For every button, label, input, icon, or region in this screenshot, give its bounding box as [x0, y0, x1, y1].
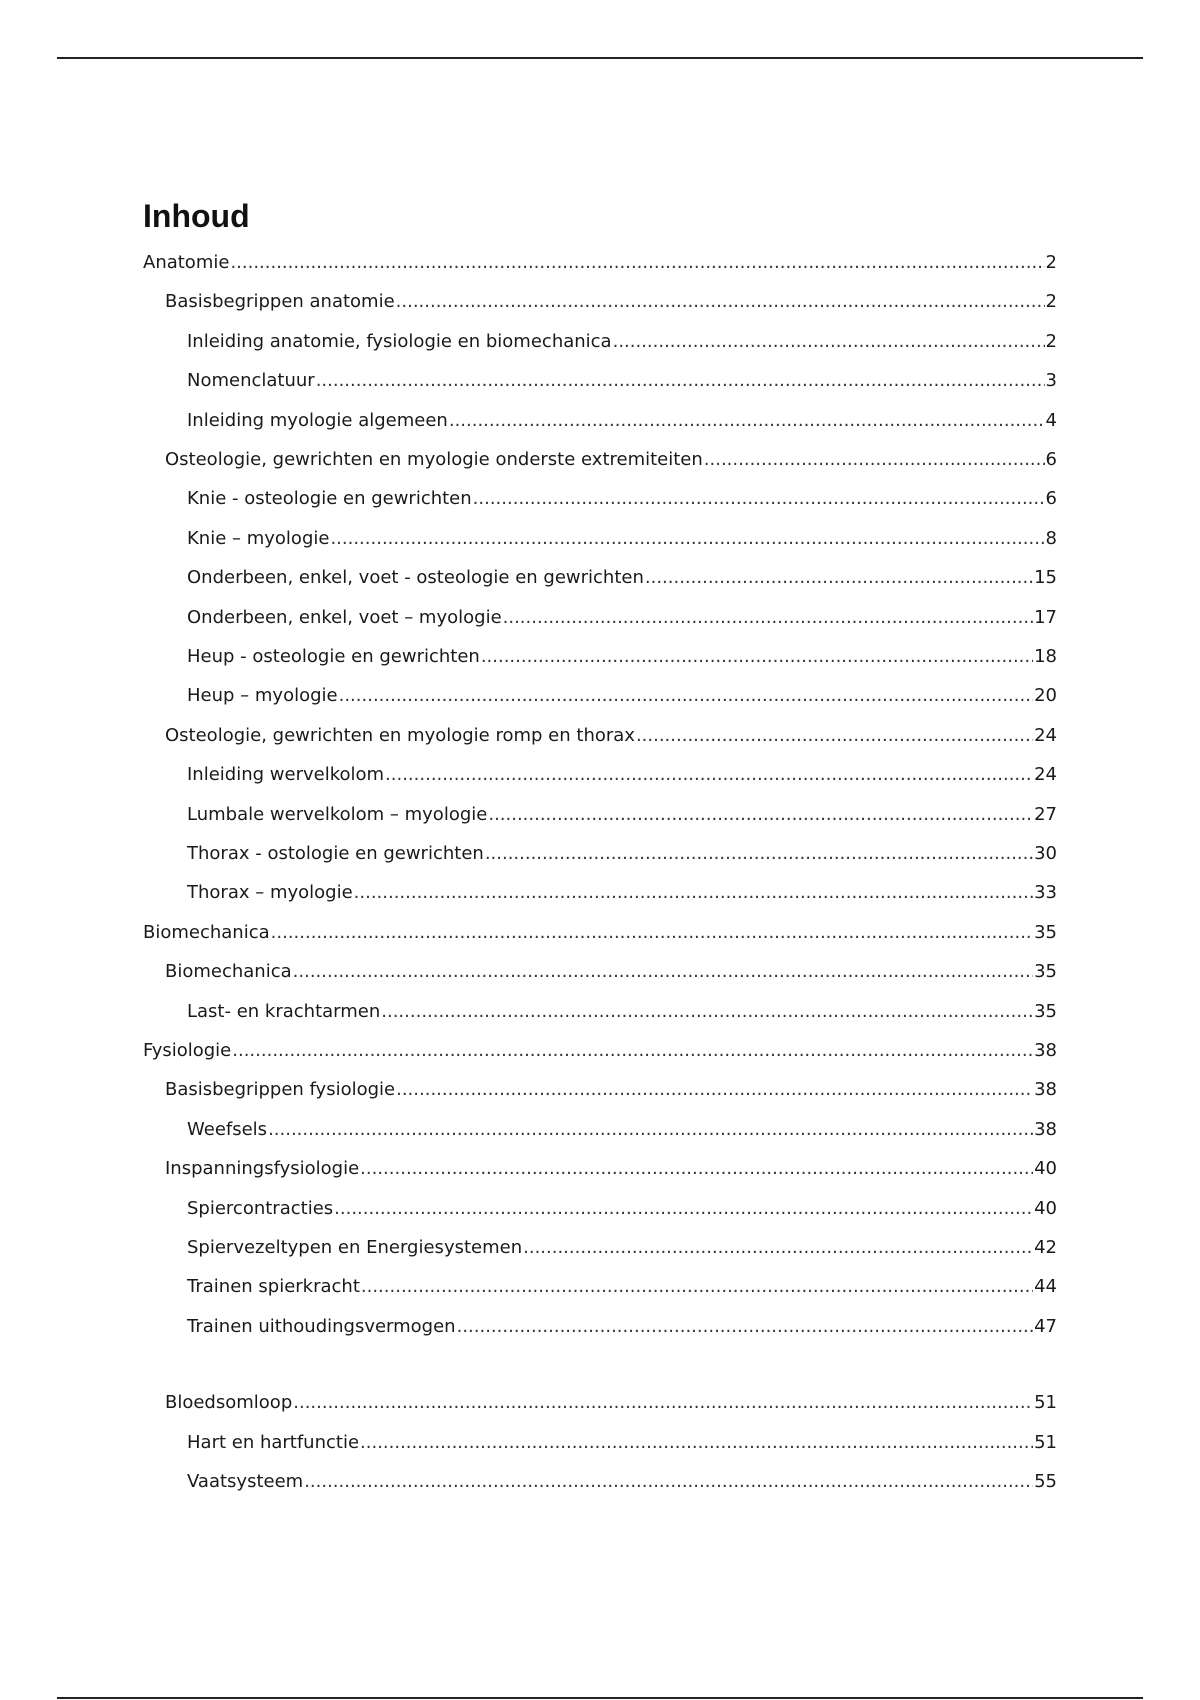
toc-entry-page-number: 18	[1034, 646, 1057, 667]
toc-dot-leader	[481, 645, 1033, 669]
toc-entry-label: Trainen spierkracht	[187, 1276, 360, 1297]
toc-dot-leader	[354, 881, 1033, 905]
toc-entry-label: Thorax - ostologie en gewrichten	[187, 843, 484, 864]
toc-dot-leader	[503, 606, 1033, 630]
toc-entry-label: Last- en krachtarmen	[187, 1001, 381, 1022]
toc-entry-page-number: 17	[1034, 607, 1057, 628]
toc-entry-page-number: 42	[1034, 1237, 1057, 1258]
toc-entry-label: Lumbale wervelkolom – myologie	[187, 804, 488, 825]
toc-entry-label: Inleiding anatomie, fysiologie en biomechanica	[187, 331, 612, 352]
toc-dot-leader	[361, 1275, 1033, 1299]
toc-entry-page-number: 20	[1034, 685, 1057, 706]
toc-entry-page-number: 6	[1045, 488, 1057, 509]
toc-entry-page-number: 24	[1034, 725, 1057, 746]
toc-entry-page-number: 6	[1045, 449, 1057, 470]
toc-entry-page-number: 38	[1034, 1040, 1057, 1061]
toc-entry-page-number: 33	[1034, 882, 1057, 903]
toc-entry[interactable]	[187, 369, 1057, 393]
toc-entry[interactable]	[187, 842, 1057, 866]
toc-entry-label: Heup – myologie	[187, 685, 338, 706]
toc-entry-label: Hart en hartfunctie	[187, 1432, 360, 1453]
toc-entry-page-number: 24	[1034, 764, 1057, 785]
toc-dot-leader	[473, 487, 1045, 511]
toc-entry[interactable]	[187, 803, 1057, 827]
toc-dot-leader	[396, 1078, 1033, 1102]
toc-entry-label: Anatomie	[143, 252, 230, 273]
toc-entry-label: Basisbegrippen fysiologie	[165, 1079, 396, 1100]
toc-entry-label: Thorax – myologie	[187, 882, 353, 903]
toc-entry-page-number: 40	[1034, 1158, 1057, 1179]
toc-entry-page-number: 35	[1034, 961, 1057, 982]
toc-entry[interactable]	[143, 1039, 1057, 1063]
toc-entry[interactable]	[187, 1275, 1057, 1299]
toc-entry-label: Biomechanica	[143, 922, 270, 943]
toc-entry-label: Onderbeen, enkel, voet – myologie	[187, 607, 502, 628]
toc-entry[interactable]	[187, 763, 1057, 787]
toc-entry[interactable]	[165, 1391, 1057, 1415]
toc-entry-page-number: 38	[1034, 1119, 1057, 1140]
toc-dot-leader	[360, 1157, 1033, 1181]
toc-entry-page-number: 55	[1034, 1471, 1057, 1492]
toc-entry-label: Weefsels	[187, 1119, 268, 1140]
toc-dot-leader	[636, 724, 1033, 748]
toc-entry-label: Inleiding wervelkolom	[187, 764, 385, 785]
toc-entry-page-number: 40	[1034, 1198, 1057, 1219]
toc-entry-label: Heup - osteologie en gewrichten	[187, 646, 480, 667]
toc-entry[interactable]	[165, 448, 1057, 472]
toc-dot-leader	[396, 290, 1045, 314]
toc-entry-page-number: 30	[1034, 843, 1057, 864]
toc-entry[interactable]	[187, 330, 1057, 354]
toc-entry-page-number: 2	[1045, 252, 1057, 273]
toc-dot-leader	[488, 803, 1033, 827]
toc-entry[interactable]	[187, 1431, 1057, 1455]
toc-entry-label: Trainen uithoudingsvermogen	[187, 1316, 456, 1337]
toc-entry[interactable]	[165, 1157, 1057, 1181]
toc-dot-leader	[613, 330, 1045, 354]
toc-entry-page-number: 35	[1034, 1001, 1057, 1022]
toc-entry[interactable]	[187, 1236, 1057, 1260]
toc-entry[interactable]	[165, 960, 1057, 984]
toc-entry-label: Vaatsysteem	[187, 1471, 304, 1492]
toc-entry-label: Inspanningsfysiologie	[165, 1158, 360, 1179]
toc-entry[interactable]	[187, 1470, 1057, 1494]
toc-entry-page-number: 51	[1034, 1432, 1057, 1453]
toc-entry-label: Fysiologie	[143, 1040, 232, 1061]
toc-entry[interactable]	[187, 1315, 1057, 1339]
toc-entry-label: Biomechanica	[165, 961, 292, 982]
toc-entry[interactable]	[187, 1197, 1057, 1221]
toc-entry[interactable]	[143, 251, 1057, 275]
toc-dot-leader	[485, 842, 1033, 866]
toc-entry[interactable]	[187, 881, 1057, 905]
toc-entry-label: Basisbegrippen anatomie	[165, 291, 395, 312]
toc-entry[interactable]	[187, 684, 1057, 708]
toc-dot-leader	[457, 1315, 1034, 1339]
toc-entry-page-number: 38	[1034, 1079, 1057, 1100]
toc-entry[interactable]	[187, 409, 1057, 433]
toc-entry-label: Bloedsomloop	[165, 1392, 293, 1413]
toc-entry-label: Inleiding myologie algemeen	[187, 410, 448, 431]
toc-entry-page-number: 27	[1034, 804, 1057, 825]
toc-dot-leader	[293, 1391, 1033, 1415]
toc-entry-page-number: 4	[1045, 410, 1057, 431]
header-rule	[57, 57, 1143, 59]
toc-dot-leader	[268, 1118, 1033, 1142]
toc-entry[interactable]	[143, 921, 1057, 945]
toc-entry[interactable]	[187, 645, 1057, 669]
toc-dot-leader	[316, 369, 1045, 393]
toc-entry-page-number: 3	[1045, 370, 1057, 391]
toc-entry-label: Spiervezeltypen en Energiesystemen	[187, 1237, 523, 1258]
page-title: Inhoud	[143, 198, 250, 234]
toc-entry[interactable]	[187, 527, 1057, 551]
toc-entry-page-number: 47	[1034, 1316, 1057, 1337]
toc-entry-page-number: 2	[1045, 291, 1057, 312]
toc-dot-leader	[232, 1039, 1033, 1063]
toc-entry[interactable]	[187, 566, 1057, 590]
toc-entry-page-number: 2	[1045, 331, 1057, 352]
toc-dot-leader	[385, 763, 1033, 787]
toc-dot-leader	[381, 1000, 1033, 1024]
toc-dot-leader	[339, 684, 1033, 708]
toc-entry-page-number: 51	[1034, 1392, 1057, 1413]
toc-entry-label: Osteologie, gewrichten en myologie romp en thorax	[165, 725, 635, 746]
toc-dot-leader	[704, 448, 1045, 472]
toc-entry[interactable]	[187, 1118, 1057, 1142]
toc-dot-leader	[330, 527, 1044, 551]
toc-entry-label: Osteologie, gewrichten en myologie onderste extremiteiten	[165, 449, 703, 470]
toc-entry[interactable]	[165, 724, 1057, 748]
toc-dot-leader	[334, 1197, 1033, 1221]
toc-dot-leader	[360, 1431, 1033, 1455]
toc-entry-label: Spiercontracties	[187, 1198, 334, 1219]
toc-dot-leader	[449, 409, 1045, 433]
toc-dot-leader	[523, 1236, 1033, 1260]
toc-dot-leader	[293, 960, 1033, 984]
toc-entry-page-number: 35	[1034, 922, 1057, 943]
footer-rule	[57, 1697, 1143, 1699]
toc-entry[interactable]	[187, 1000, 1057, 1024]
toc-entry-label: Knie - osteologie en gewrichten	[187, 488, 472, 509]
toc-entry-page-number: 44	[1034, 1276, 1057, 1297]
toc-entry-label: Nomenclatuur	[187, 370, 315, 391]
toc-dot-leader	[271, 921, 1033, 945]
toc-entry[interactable]	[165, 290, 1057, 314]
toc-dot-leader	[230, 251, 1044, 275]
toc-entry[interactable]	[187, 606, 1057, 630]
toc-dot-leader	[645, 566, 1033, 590]
toc-entry-label: Knie – myologie	[187, 528, 330, 549]
toc-entry-label: Onderbeen, enkel, voet - osteologie en gewrichten	[187, 567, 644, 588]
toc-entry-page-number: 15	[1034, 567, 1057, 588]
toc-dot-leader	[304, 1470, 1033, 1494]
toc-entry[interactable]	[165, 1078, 1057, 1102]
toc-entry-page-number: 8	[1045, 528, 1057, 549]
toc-entry[interactable]	[187, 487, 1057, 511]
